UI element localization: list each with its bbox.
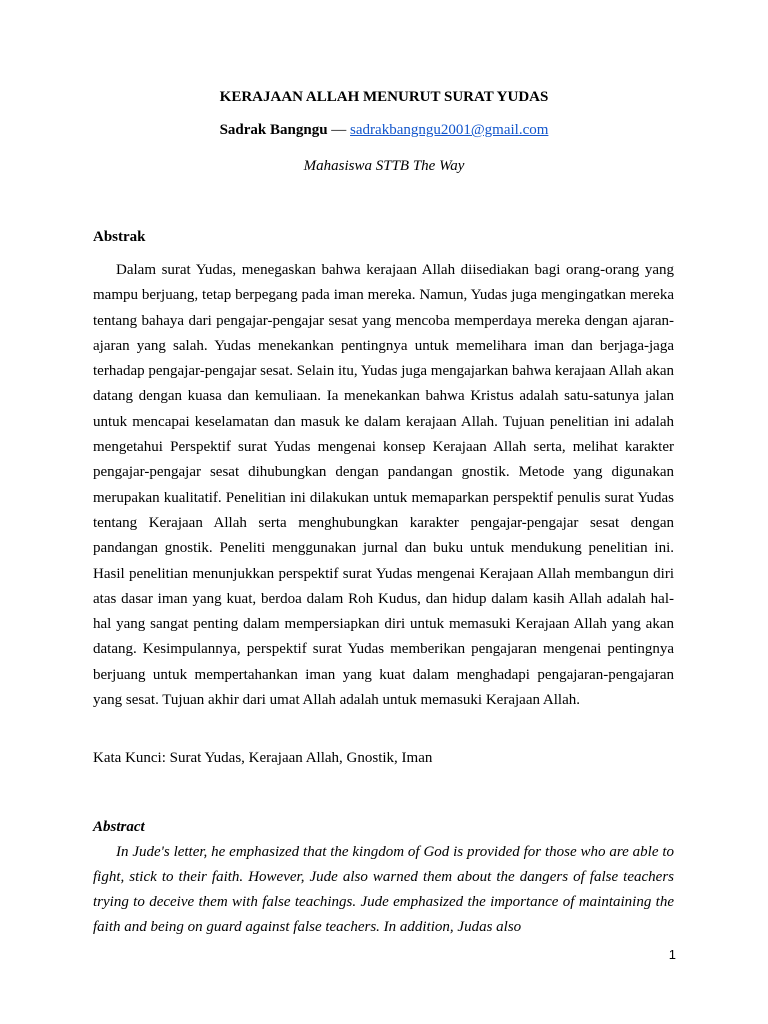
page-number: 1	[668, 947, 676, 962]
paper-title: KERAJAAN ALLAH MENURUT SURAT YUDAS	[219, 89, 549, 105]
author-line	[0, 120, 768, 140]
abstrak-heading: Abstrak	[93, 229, 146, 245]
author-separator: —	[327, 122, 351, 138]
keywords: Kata Kunci: Surat Yudas, Kerajaan Allah, Gnostik, Iman	[93, 750, 433, 766]
abstract-heading: Abstract	[93, 819, 145, 835]
author-email-link[interactable]: sadrakbangngu2001@gmail.com	[350, 122, 549, 138]
author-affiliation: Mahasiswa STTB The Way	[303, 158, 465, 174]
abstract-body: In Jude's letter, he emphasized that the kingdom of God is provided for those who are able to fight, stick to their faith. However, Jude also warned them about the dangers of false teachers trying to deceive them with false teachings. Jude emphasized the importance of maintaining the faith and being on guard against false teachers. In addition, Judas also	[93, 844, 674, 935]
abstrak-body: Dalam surat Yudas, menegaskan bahwa kerajaan Allah diisediakan bagi orang-orang yang mampu berjuang, tetap berpegang pada iman mereka. Namun, Yudas juga mengingatkan mereka tentang bahaya dari pengajar-pengajar sesat yang mencoba memperdaya mereka dengan ajaran-ajaran yang salah. Yudas menekankan pentingnya untuk memelihara iman dan berjaga-jaga terhadap pengajar-pengajar sesat. Selain itu, Yudas juga mengajarkan bahwa kerajaan Allah akan datang dengan kuasa dan kemuliaan. Ia menekankan bahwa Kristus adalah satu-satunya jalan untuk mencapai keselamatan dan masuk ke dalam kerajaan Allah. Tujuan penelitian ini adalah mengetahui Perspektif surat Yudas mengenai konsep Kerajaan Allah serta, melihat karakter pengajar-pengajar sesat dihubungkan dengan pandangan gnostik. Metode yang digunakan merupakan kualitatif. Penelitian ini dilakukan untuk memaparkan perspektif penulis surat Yudas tentang Kerajaan Allah serta menghubungkan karakter pengajar-pengajar sesat dengan pandangan gnostik. Peneliti menggunakan jurnal dan buku untuk mendukung penelitian ini. Hasil penelitian menunjukkan perspektif surat Yudas mengenai Kerajaan Allah membangun diri atas dasar iman yang kuat, berdoa dalam Roh Kudus, dan hidup dalam kasih Allah adalah hal-hal yang sangat penting dalam mempersiapkan diri untuk memasuki Kerajaan Allah yang akan datang. Kesimpulannya, perspektif surat Yudas memberikan pengajaran mengenai pentingnya berjuang untuk mempertahankan iman yang kuat dalam menghadapi pengajaran-pengajaran yang sesat. Tujuan akhir dari umat Allah adalah untuk memasuki Kerajaan Allah.	[93, 262, 674, 709]
author-name: Sadrak Bangngu	[219, 122, 328, 138]
